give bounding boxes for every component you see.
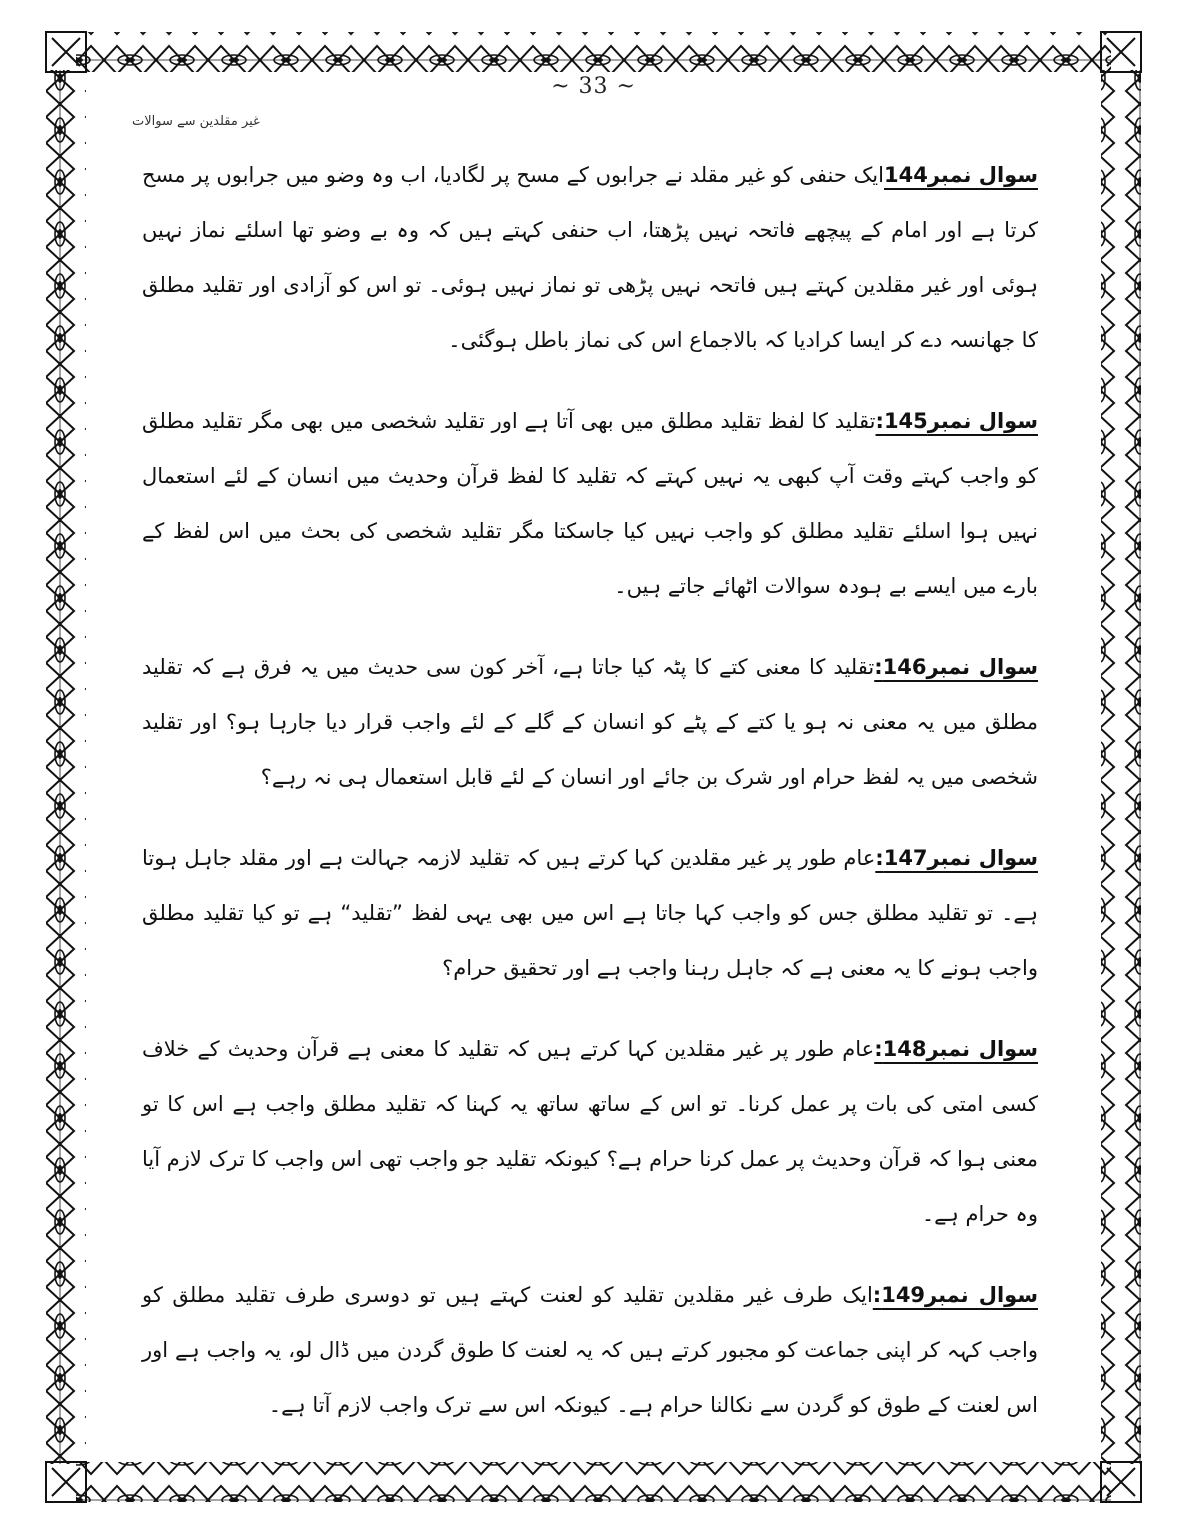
question-145 xyxy=(142,394,1038,614)
question-label: سوال نمبر147: xyxy=(875,846,1038,870)
border-right xyxy=(1101,70,1141,1464)
border-bottom xyxy=(76,1462,1111,1502)
question-text: ایک طرف غیر مقلدین تقلید کو لعنت کہتے ہیں تو دوسری طرف تقلید مطلق کو واجب کہہ کر اپنی جماعت کو مجبور کرتے ہیں کہ یہ لعنت کا طوق گردن میں ڈال لو، یہ واجب ہے اور اس لعنت کے طوق کو گردن سے نکالنا حرام ہے۔ کیونکہ اس سے ترک واجب لازم آتا ہے۔ xyxy=(142,1283,1038,1417)
question-144 xyxy=(142,148,1038,368)
question-label: سوال نمبر144 xyxy=(883,163,1038,187)
question-text: تقلید کا لفظ تقلید مطلق میں بھی آتا ہے اور تقلید شخصی میں بھی مگر تقلید مطلق کو واجب کہتے وقت آپ کبھی یہ نہیں کہتے کہ تقلید کا لفظ قرآن وحدیث میں انسان کے لئے استعمال نہیں ہوا اسلئے تقلید مطلق کو واجب نہیں کیا جاسکتا مگر تقلید شخصی کی بحث میں اس لفظ کے بارے میں ایسے بے ہودہ سوالات اٹھائے جاتے ہیں۔ xyxy=(142,409,1038,598)
question-text: تقلید کا معنی کتے کا پٹہ کیا جاتا ہے، آخر کون سی حدیث میں یہ فرق ہے کہ تقلید مطلق میں یہ معنی نہ ہو یا کتے کے پٹے کو انسان کے گلے کے لئے واجب قرار دیا جارہا ہو؟ اور تقلید شخصی میں یہ لفظ حرام اور شرک بن جائے اور انسان کے لئے قابل استعمال ہی نہ رہے؟ xyxy=(142,655,1038,789)
question-146 xyxy=(142,640,1038,805)
question-149 xyxy=(142,1268,1038,1433)
question-148 xyxy=(142,1022,1038,1242)
question-label: سوال نمبر149: xyxy=(872,1283,1038,1307)
running-header: غیر مقلدین سے سوالات xyxy=(132,114,260,129)
questions-list xyxy=(142,148,1038,1459)
question-text: عام طور پر غیر مقلدین کہا کرتے ہیں کہ تقلید لازمہ جہالت ہے اور مقلد جاہل ہوتا ہے۔ تو تقلید مطلق جس کو واجب کہا جاتا ہے اس میں بھی یہی لفظ ”تقلید“ ہے تو کیا تقلید مطلق واجب ہونے کا یہ معنی ہے کہ جاہل رہنا واجب ہے اور تحقیق حرام؟ xyxy=(142,846,1038,980)
question-147 xyxy=(142,831,1038,996)
border-top xyxy=(76,32,1111,72)
question-label: سوال نمبر148: xyxy=(874,1037,1038,1061)
border-left xyxy=(46,70,86,1464)
question-label: سوال نمبر146: xyxy=(874,655,1038,679)
question-text: عام طور پر غیر مقلدین کہا کرتے ہیں کہ تقلید کا معنی ہے قرآن وحدیث کے خلاف کسی امتی کی بات پر عمل کرنا۔ تو اس کے ساتھ ساتھ یہ کہنا کہ تقلید مطلق واجب ہے اس کا تو معنی ہوا کہ قرآن وحدیث پر عمل کرنا حرام ہے؟ کیونکہ تقلید جو واجب تھی اس واجب کا ترک لازم آیا وہ حرام ہے۔ xyxy=(142,1037,1038,1226)
question-text: ایک حنفی کو غیر مقلد نے جرابوں کے مسح پر لگادیا، اب وہ وضو میں جرابوں پر مسح کرتا ہے اور امام کے پیچھے فاتحہ نہیں پڑھتا، اب حنفی کہتے ہیں کہ وہ بے وضو تھا اسلئے نماز نہیں ہوئی اور غیر مقلدین کہتے ہیں فاتحہ نہیں پڑھی تو نماز نہیں ہوئی۔ تو اس کو آزادی اور تقلید مطلق کا جھانسہ دے کر ایسا کرادیا کہ بالاجماع اس کی نماز باطل ہوگئی۔ xyxy=(142,163,1038,352)
page-number: ~ 33 ~ xyxy=(551,74,636,99)
question-label: سوال نمبر145: xyxy=(875,409,1038,433)
